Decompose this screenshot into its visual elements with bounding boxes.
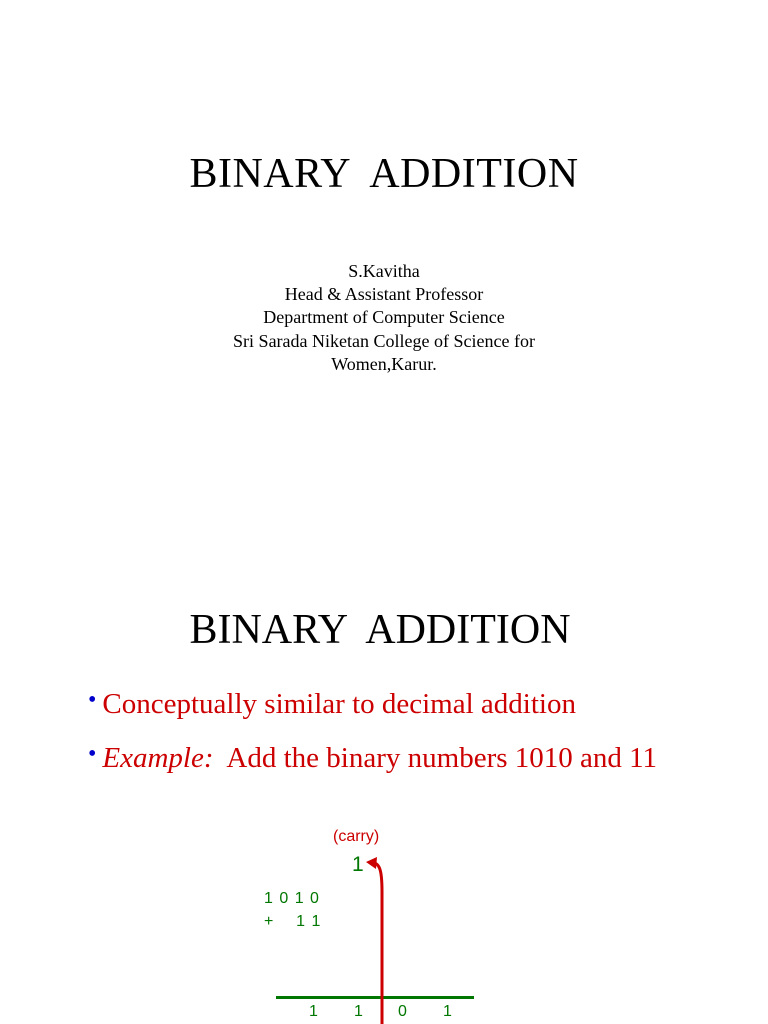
slide-title: BINARY ADDITION — [189, 151, 579, 197]
example-label: Example: — [102, 742, 214, 774]
author-block — [0, 260, 768, 376]
result-digit: 0 — [398, 1003, 407, 1020]
result-digit: 1 — [443, 1003, 452, 1020]
bullet-icon: • — [88, 687, 97, 713]
bullet-text: Conceptually similar to decimal addition — [102, 688, 576, 720]
operand-1: 1 0 1 0 — [264, 890, 320, 907]
bullet-item — [88, 688, 576, 721]
result-digit: 1 — [309, 1003, 318, 1020]
content-slide — [0, 512, 768, 1024]
slide-title: BINARY ADDITION — [189, 607, 571, 653]
result-digit: 1 — [354, 1003, 363, 1020]
operand-2: + 1 1 — [264, 913, 322, 930]
author-department: Department of Computer Science — [263, 307, 505, 328]
carry-digit: 1 — [352, 853, 364, 876]
sum-line — [276, 996, 474, 999]
bullet-text: Add the binary numbers 1010 and 11 — [213, 742, 658, 774]
bullet-icon: • — [88, 741, 97, 767]
author-college: Sri Sarada Niketan College of Science for — [233, 330, 535, 351]
author-name: S.Kavitha — [348, 261, 420, 281]
carry-label: (carry) — [333, 828, 380, 845]
author-location: Women,Karur. — [331, 353, 437, 374]
bullet-item — [88, 742, 657, 775]
author-position: Head & Assistant Professor — [284, 284, 484, 305]
